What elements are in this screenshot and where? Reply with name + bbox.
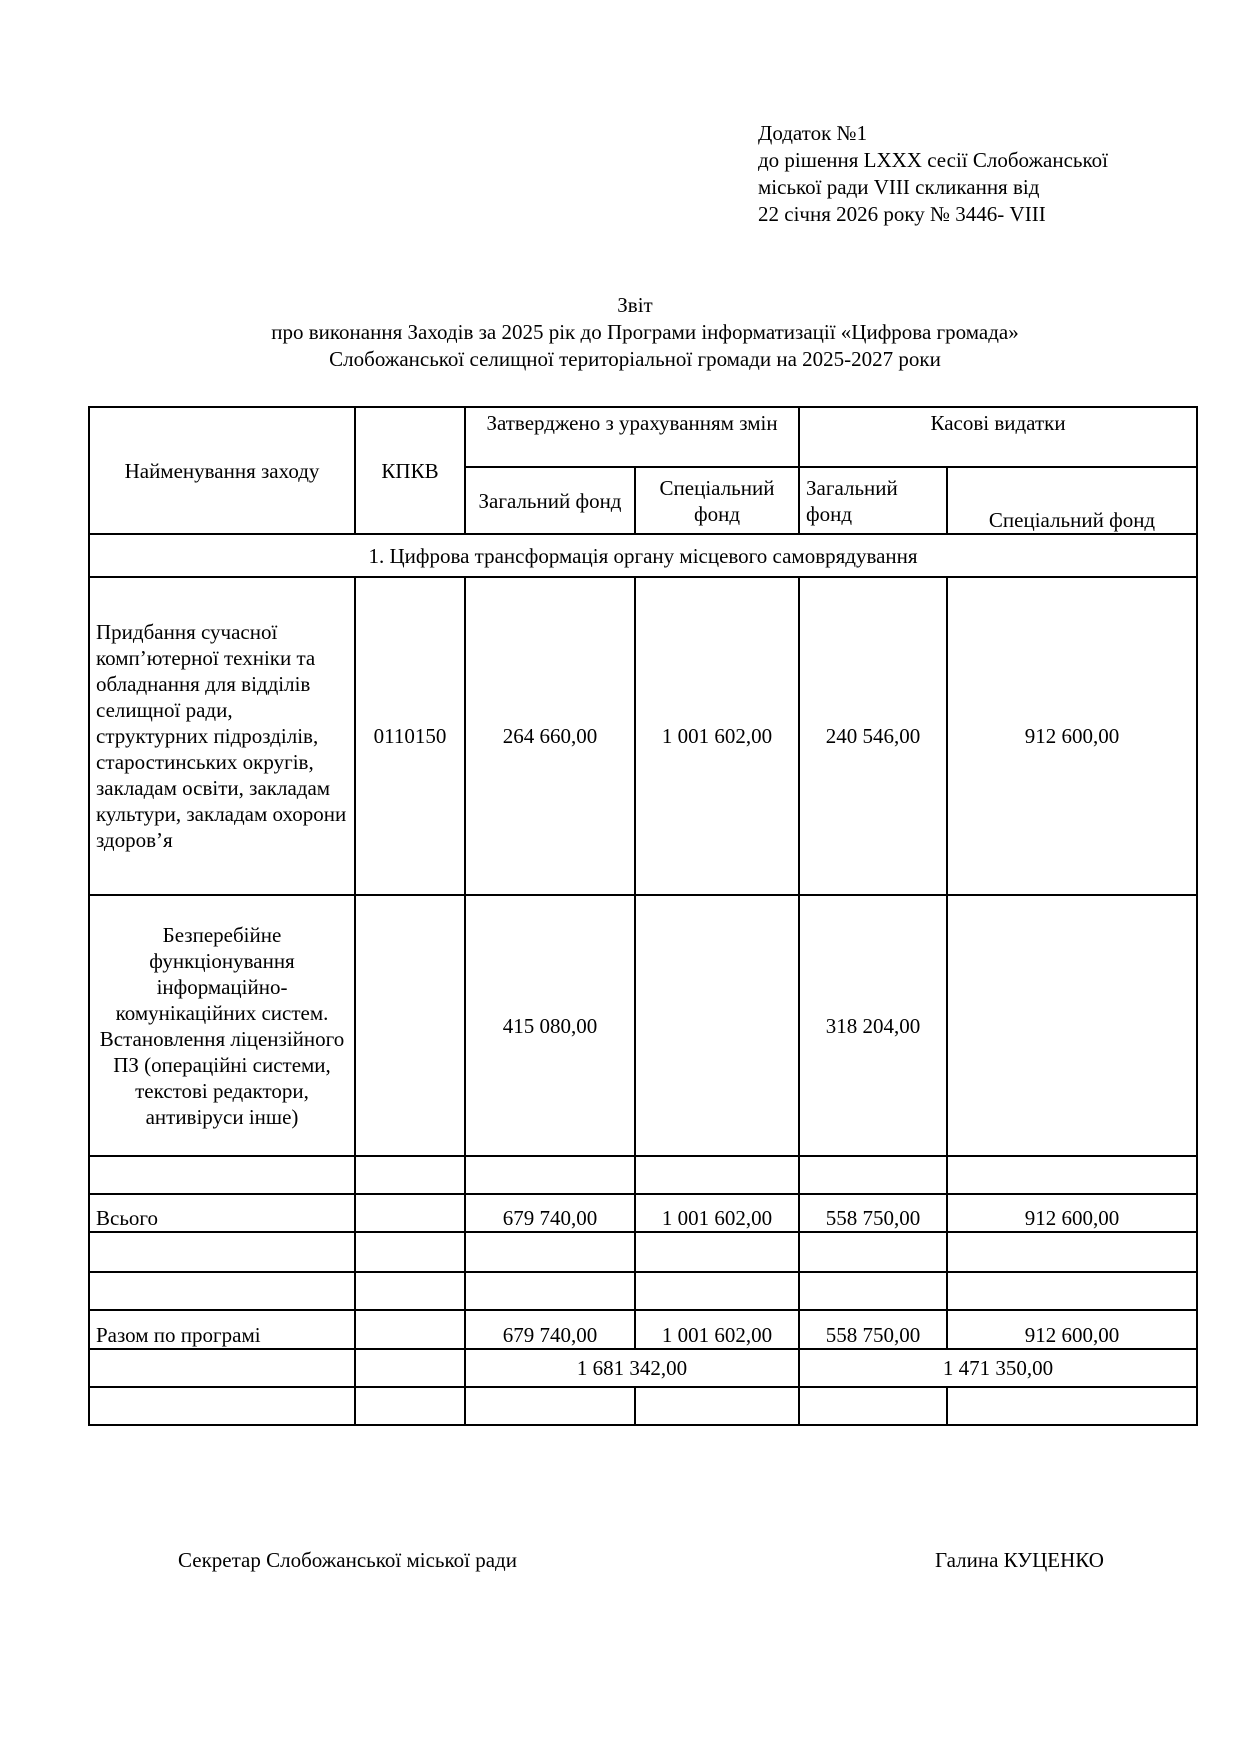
empty-row bbox=[89, 1232, 1197, 1272]
total-label: Всього bbox=[89, 1194, 355, 1232]
appendix-line: до рішення LXXX сесії Слобожанської bbox=[758, 148, 1108, 172]
row-approved-general: 264 660,00 bbox=[465, 577, 635, 895]
total-approved-special: 1 001 602,00 bbox=[635, 1194, 799, 1232]
header-approved-group: Затверджено з урахуванням змін bbox=[465, 407, 799, 467]
total-row bbox=[89, 1194, 1197, 1232]
total-approved-general: 679 740,00 bbox=[465, 1194, 635, 1232]
title-line-2: про виконання Заходів за 2025 рік до Програми інформатизації «Цифрова громада» bbox=[271, 320, 1019, 344]
row-cash-special bbox=[947, 895, 1197, 1156]
grand-total-row bbox=[89, 1349, 1197, 1387]
signature-position: Секретар Слобожанської міської ради bbox=[178, 1548, 517, 1572]
table-row bbox=[89, 577, 1197, 895]
header-row-1 bbox=[89, 407, 1197, 467]
row-approved-special: 1 001 602,00 bbox=[635, 577, 799, 895]
header-cash-group: Касові видатки bbox=[799, 407, 1197, 467]
empty-row bbox=[89, 1272, 1197, 1310]
appendix-line: 22 січня 2026 року № 3446- VIII bbox=[758, 202, 1046, 226]
report-table bbox=[88, 406, 1198, 1426]
total-cash-general: 558 750,00 bbox=[799, 1194, 947, 1232]
header-name: Найменування заходу bbox=[89, 407, 355, 534]
program-total-cash-special: 912 600,00 bbox=[947, 1310, 1197, 1349]
report-title bbox=[0, 292, 1240, 373]
signature-name: Галина КУЦЕНКО bbox=[935, 1548, 1104, 1572]
row-cash-special: 912 600,00 bbox=[947, 577, 1197, 895]
row-kpkv: 0110150 bbox=[355, 577, 465, 895]
program-total-approved-general: 679 740,00 bbox=[465, 1310, 635, 1349]
appendix-line: міської ради VIII скликання від bbox=[758, 175, 1040, 199]
row-cash-general: 240 546,00 bbox=[799, 577, 947, 895]
appendix-line: Додаток №1 bbox=[758, 121, 868, 145]
section-title: 1. Цифрова трансформація органу місцевого самоврядування bbox=[89, 534, 1197, 577]
title-line-1: Звіт bbox=[617, 293, 653, 317]
row-cash-general: 318 204,00 bbox=[799, 895, 947, 1156]
row-approved-special bbox=[635, 895, 799, 1156]
section-row bbox=[89, 534, 1197, 577]
header-approved-general: Загальний фонд bbox=[465, 467, 635, 534]
row-name: Придбання сучасної комп’ютерної техніки та обладнання для відділів селищної ради, структурних підрозділів, старостинських округів, закладам освіти, закладам культури, закладам охорони здоров’я bbox=[89, 577, 355, 895]
grand-total-approved: 1 681 342,00 bbox=[465, 1349, 799, 1387]
total-cash-special: 912 600,00 bbox=[947, 1194, 1197, 1232]
header-cash-general: Загальний фонд bbox=[799, 467, 947, 534]
header-kpkv: КПКВ bbox=[355, 407, 465, 534]
header-approved-special: Спеціальний фонд bbox=[635, 467, 799, 534]
row-kpkv bbox=[355, 895, 465, 1156]
empty-row bbox=[89, 1387, 1197, 1425]
program-total-approved-special: 1 001 602,00 bbox=[635, 1310, 799, 1349]
program-total-cash-general: 558 750,00 bbox=[799, 1310, 947, 1349]
empty-row bbox=[89, 1156, 1197, 1194]
program-total-label: Разом по програмі bbox=[89, 1310, 355, 1349]
title-line-3: Слобожанської селищної територіальної громади на 2025-2027 роки bbox=[329, 347, 941, 371]
row-approved-general: 415 080,00 bbox=[465, 895, 635, 1156]
row-name: Безперебійне функціонування інформаційно-комунікаційних систем. Встановлення ліцензійного ПЗ (операційні системи, текстові редактори, антивіруси інше) bbox=[89, 895, 355, 1156]
grand-total-cash: 1 471 350,00 bbox=[799, 1349, 1197, 1387]
header-cash-special: Спеціальний фонд bbox=[947, 467, 1197, 534]
table-row bbox=[89, 895, 1197, 1156]
program-total-row bbox=[89, 1310, 1197, 1349]
appendix-header bbox=[758, 120, 1108, 228]
